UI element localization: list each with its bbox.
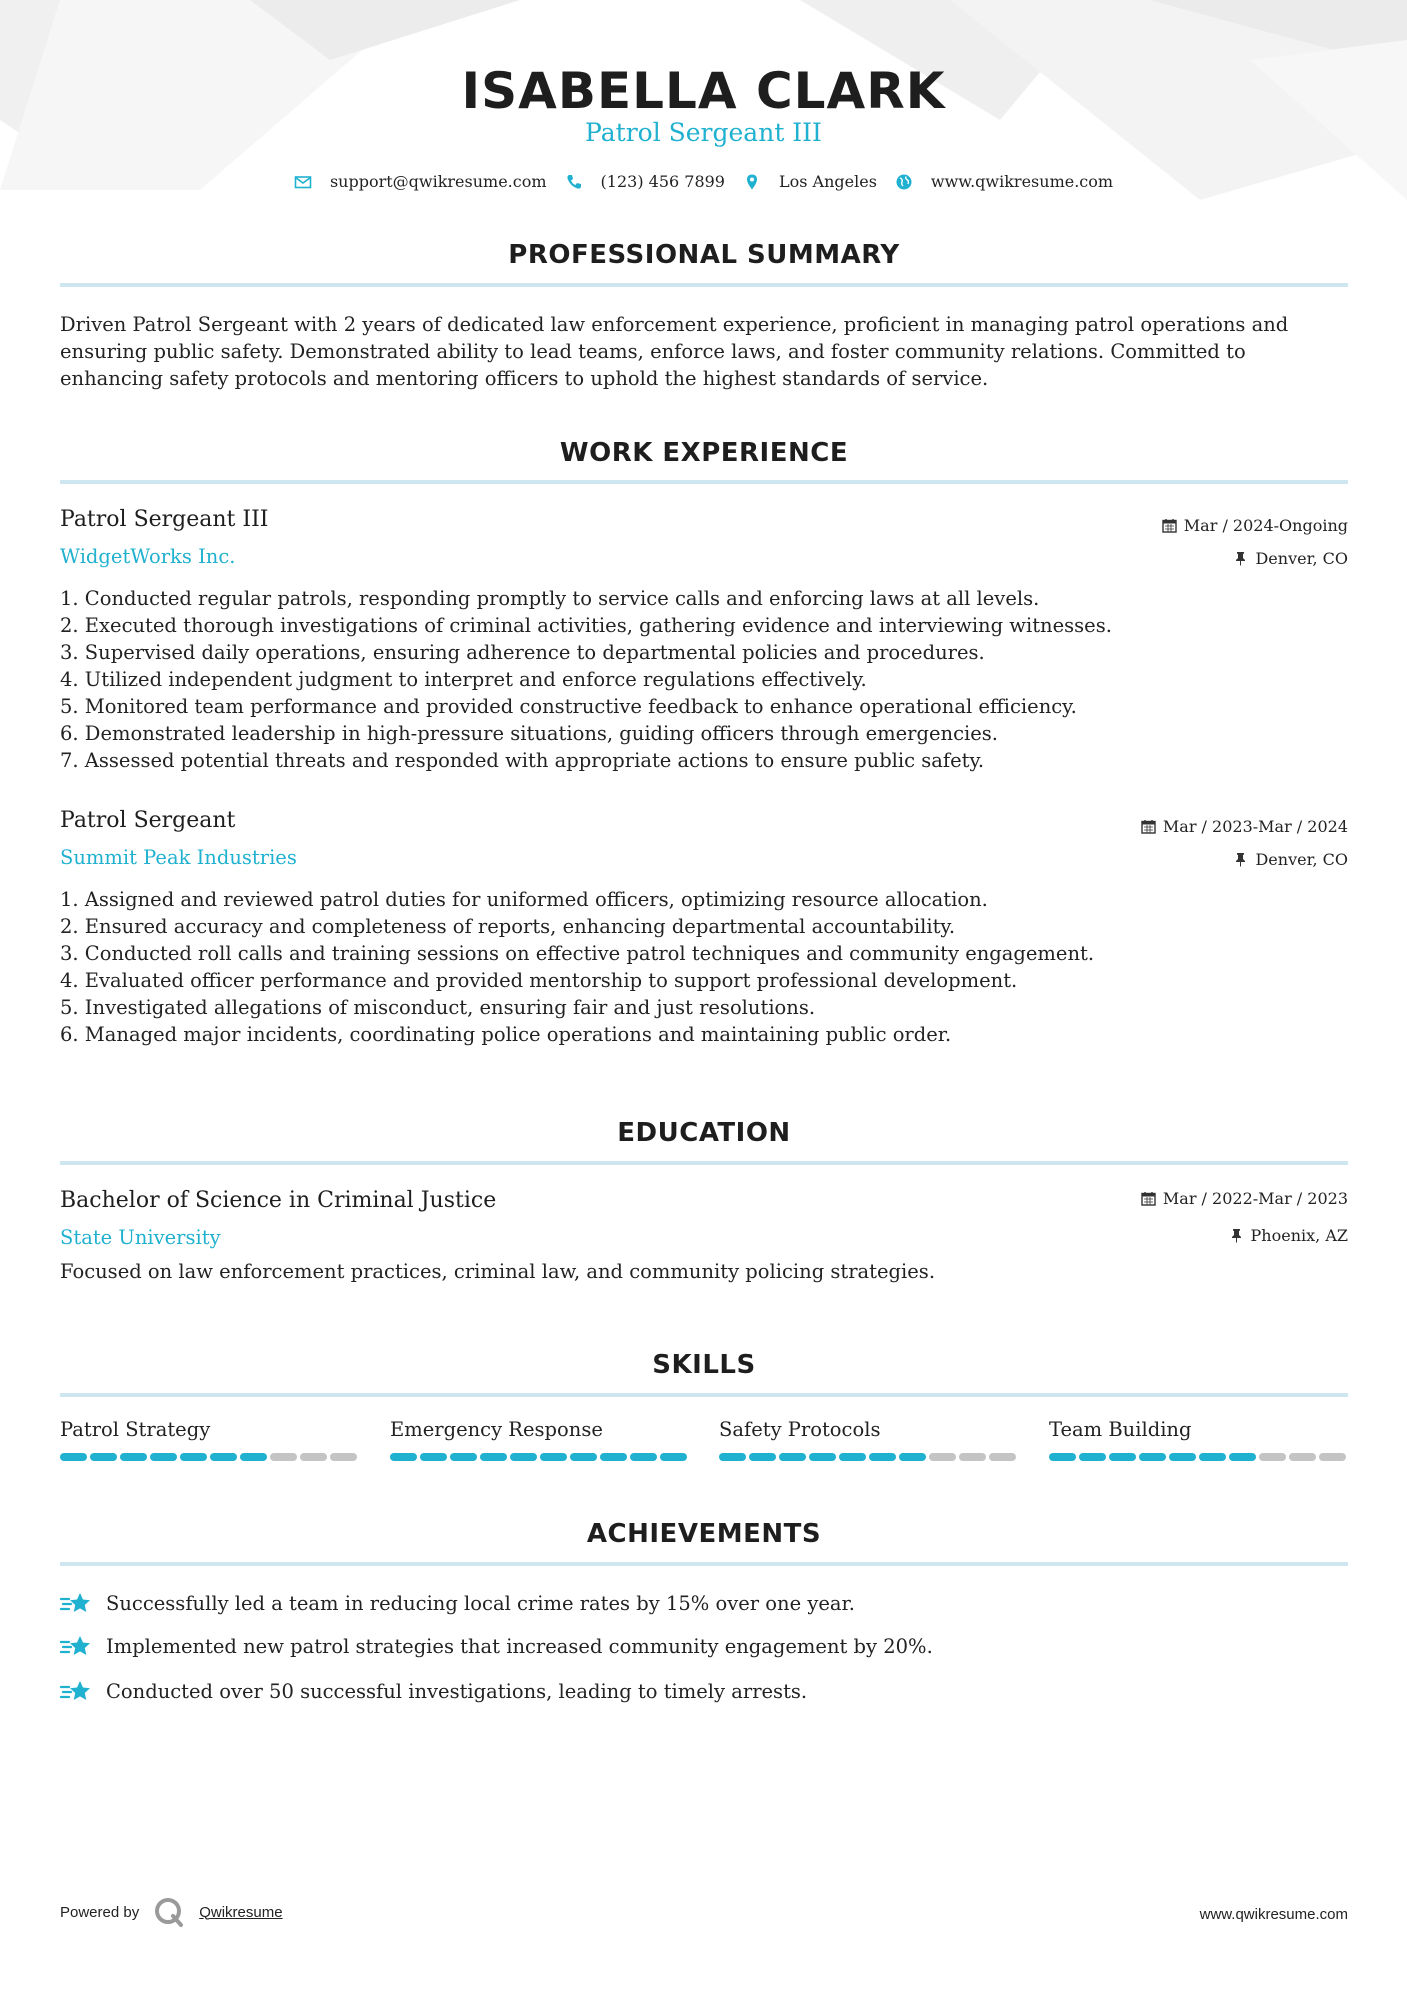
list-item: 6. Demonstrated leadership in high-pressure situations, guiding officers through emergencies.: [60, 722, 998, 745]
skill-team-building: [1049, 1418, 1349, 1461]
list-item: 1. Assigned and reviewed patrol duties for uniformed officers, optimizing resource allocation.: [60, 888, 988, 911]
skill-segment-filled: [630, 1453, 657, 1461]
skill-segment-filled: [120, 1453, 147, 1461]
skill-segment-filled: [899, 1453, 926, 1461]
skill-rating-bar: [60, 1453, 360, 1461]
achievement-item: [60, 1588, 855, 1618]
summary-divider: [60, 283, 1348, 287]
contact-bar: [0, 172, 1407, 191]
summary-heading: PROFESSIONAL SUMMARY: [508, 240, 900, 270]
achievement-item: [60, 1631, 933, 1661]
list-item: 4. Evaluated officer performance and provided mentorship to support professional development.: [60, 969, 1018, 992]
contact-email-text: support@qwikresume.com: [329, 172, 547, 191]
skill-segment-empty: [1319, 1453, 1346, 1461]
skill-segment-filled: [1229, 1453, 1256, 1461]
contact-website[interactable]: [895, 172, 1113, 191]
skill-segment-filled: [839, 1453, 866, 1461]
powered-by-label: Powered by: [60, 1903, 140, 1921]
skills-heading: SKILLS: [652, 1350, 756, 1380]
skill-segment-filled: [749, 1453, 776, 1461]
skill-patrol-strategy: [60, 1418, 360, 1461]
education-location-text: Phoenix, AZ: [1250, 1226, 1348, 1245]
skill-segment-filled: [390, 1453, 417, 1461]
footer-website[interactable]: www.qwikresume.com: [1199, 1906, 1348, 1923]
education-school: State University: [60, 1226, 221, 1249]
skill-segment-empty: [989, 1453, 1016, 1461]
education-description: Focused on law enforcement practices, criminal law, and community policing strategies.: [60, 1260, 936, 1283]
envelope-icon: [294, 173, 312, 191]
contact-phone[interactable]: [565, 172, 725, 191]
list-item: 1. Conducted regular patrols, responding promptly to service calls and enforcing laws at all levels.: [60, 587, 1040, 610]
list-item: 3. Conducted roll calls and training sessions on effective patrol techniques and community engagement.: [60, 942, 1095, 965]
education-heading: EDUCATION: [617, 1118, 791, 1148]
skill-segment-filled: [1199, 1453, 1226, 1461]
skill-segment-filled: [809, 1453, 836, 1461]
job-location-text-1: Denver, CO: [1255, 549, 1348, 568]
pushpin-icon: [1229, 1228, 1244, 1243]
skill-segment-filled: [60, 1453, 87, 1461]
skill-segment-empty: [1289, 1453, 1316, 1461]
skill-rating-bar: [1049, 1453, 1349, 1461]
map-pin-icon: [743, 173, 761, 191]
phone-icon: [565, 173, 583, 191]
skill-segment-empty: [1259, 1453, 1286, 1461]
skill-segment-filled: [570, 1453, 597, 1461]
achievement-text: Conducted over 50 successful investigations, leading to timely arrests.: [106, 1679, 808, 1703]
candidate-title: Patrol Sergeant III: [585, 118, 822, 147]
job-bullets-2: [60, 886, 1310, 1048]
skill-segment-filled: [1169, 1453, 1196, 1461]
skill-segment-filled: [540, 1453, 567, 1461]
experience-divider: [60, 480, 1348, 484]
globe-icon: [895, 173, 913, 191]
skill-segment-filled: [660, 1453, 687, 1461]
skill-label: Safety Protocols: [719, 1418, 881, 1441]
achievement-text: Implemented new patrol strategies that increased community engagement by 20%.: [106, 1634, 933, 1658]
achievement-text: Successfully led a team in reducing local crime rates by 15% over one year.: [106, 1591, 855, 1615]
skill-label: Emergency Response: [390, 1418, 603, 1441]
job-company-1: WidgetWorks Inc.: [60, 545, 236, 568]
skill-segment-empty: [300, 1453, 327, 1461]
list-item: 3. Supervised daily operations, ensuring adherence to departmental policies and procedures.: [60, 641, 985, 664]
education-dates: [1141, 1189, 1348, 1208]
summary-text: Driven Patrol Sergeant with 2 years of dedicated law enforcement experience, proficient in managing patrol operations and ensuring public safety. Demonstrated ability to lead teams, enforce laws, and foster community relations. Committed to enhancing safety protocols and mentoring officers to uphold the highest standards of service.: [60, 313, 1289, 390]
skill-segment-filled: [180, 1453, 207, 1461]
skill-emergency-response: [390, 1418, 690, 1461]
job-bullets-1: [60, 585, 1310, 774]
skill-segment-empty: [959, 1453, 986, 1461]
education-degree: Bachelor of Science in Criminal Justice: [60, 1188, 497, 1213]
contact-location-text: Los Angeles: [778, 172, 877, 191]
skill-segment-empty: [929, 1453, 956, 1461]
skill-segment-filled: [510, 1453, 537, 1461]
skill-segment-filled: [1139, 1453, 1166, 1461]
list-item: 2. Ensured accuracy and completeness of reports, enhancing departmental accountability.: [60, 915, 956, 938]
candidate-name: ISABELLA CLARK: [461, 62, 946, 120]
list-item: 6. Managed major incidents, coordinating police operations and maintaining public order.: [60, 1023, 952, 1046]
list-item: 4. Utilized independent judgment to interpret and enforce regulations effectively.: [60, 668, 867, 691]
skill-segment-filled: [420, 1453, 447, 1461]
job-title-1: Patrol Sergeant III: [60, 507, 269, 532]
job-location-1: [1233, 549, 1348, 568]
contact-website-text: www.qwikresume.com: [930, 172, 1114, 191]
skill-segment-empty: [270, 1453, 297, 1461]
list-item: 7. Assessed potential threats and responded with appropriate actions to ensure public safety.: [60, 749, 985, 772]
skill-safety-protocols: [719, 1418, 1019, 1461]
shooting-star-icon: [60, 1631, 94, 1661]
skill-segment-filled: [90, 1453, 117, 1461]
list-item: 5. Investigated allegations of misconduct, ensuring fair and just resolutions.: [60, 996, 816, 1019]
skill-segment-filled: [719, 1453, 746, 1461]
footer-powered-by: [60, 1896, 283, 1928]
skills-divider: [60, 1393, 1348, 1397]
job-dates-text-2: Mar / 2023-Mar / 2024: [1162, 817, 1348, 836]
job-dates-1: [1162, 516, 1348, 535]
job-location-text-2: Denver, CO: [1255, 850, 1348, 869]
skill-label: Team Building: [1049, 1418, 1192, 1441]
pushpin-icon: [1233, 551, 1248, 566]
education-dates-text: Mar / 2022-Mar / 2023: [1162, 1189, 1348, 1208]
job-title-2: Patrol Sergeant: [60, 808, 236, 833]
qwikresume-link[interactable]: Qwikresume: [199, 1903, 283, 1921]
shooting-star-icon: [60, 1588, 94, 1618]
skill-segment-filled: [150, 1453, 177, 1461]
skill-segment-filled: [600, 1453, 627, 1461]
job-company-2: Summit Peak Industries: [60, 846, 297, 869]
skill-rating-bar: [390, 1453, 690, 1461]
job-dates-2: [1141, 817, 1348, 836]
skill-segment-filled: [1079, 1453, 1106, 1461]
skill-rating-bar: [719, 1453, 1019, 1461]
list-item: 2. Executed thorough investigations of criminal activities, gathering evidence and interviewing witnesses.: [60, 614, 1112, 637]
qwikresume-logo-icon: [153, 1896, 185, 1928]
job-location-2: [1233, 850, 1348, 869]
skill-segment-filled: [240, 1453, 267, 1461]
calendar-icon: [1141, 1191, 1156, 1206]
achievement-item: [60, 1676, 807, 1706]
skill-segment-filled: [869, 1453, 896, 1461]
contact-phone-text: (123) 456 7899: [600, 172, 725, 191]
skill-label: Patrol Strategy: [60, 1418, 211, 1441]
pushpin-icon: [1233, 852, 1248, 867]
skill-segment-empty: [330, 1453, 357, 1461]
skill-segment-filled: [480, 1453, 507, 1461]
job-dates-text-1: Mar / 2024-Ongoing: [1183, 516, 1348, 535]
achievements-heading: ACHIEVEMENTS: [586, 1519, 822, 1549]
calendar-icon: [1162, 518, 1177, 533]
skill-segment-filled: [1049, 1453, 1076, 1461]
shooting-star-icon: [60, 1676, 94, 1706]
skill-segment-filled: [210, 1453, 237, 1461]
contact-email[interactable]: [294, 172, 547, 191]
experience-heading: WORK EXPERIENCE: [559, 438, 849, 468]
education-location: [1229, 1226, 1348, 1245]
contact-location: [743, 172, 877, 191]
skill-segment-filled: [1109, 1453, 1136, 1461]
skill-segment-filled: [450, 1453, 477, 1461]
skill-segment-filled: [779, 1453, 806, 1461]
calendar-icon: [1141, 819, 1156, 834]
education-divider: [60, 1161, 1348, 1165]
achievements-divider: [60, 1562, 1348, 1566]
list-item: 5. Monitored team performance and provided constructive feedback to enhance operational efficiency.: [60, 695, 1077, 718]
